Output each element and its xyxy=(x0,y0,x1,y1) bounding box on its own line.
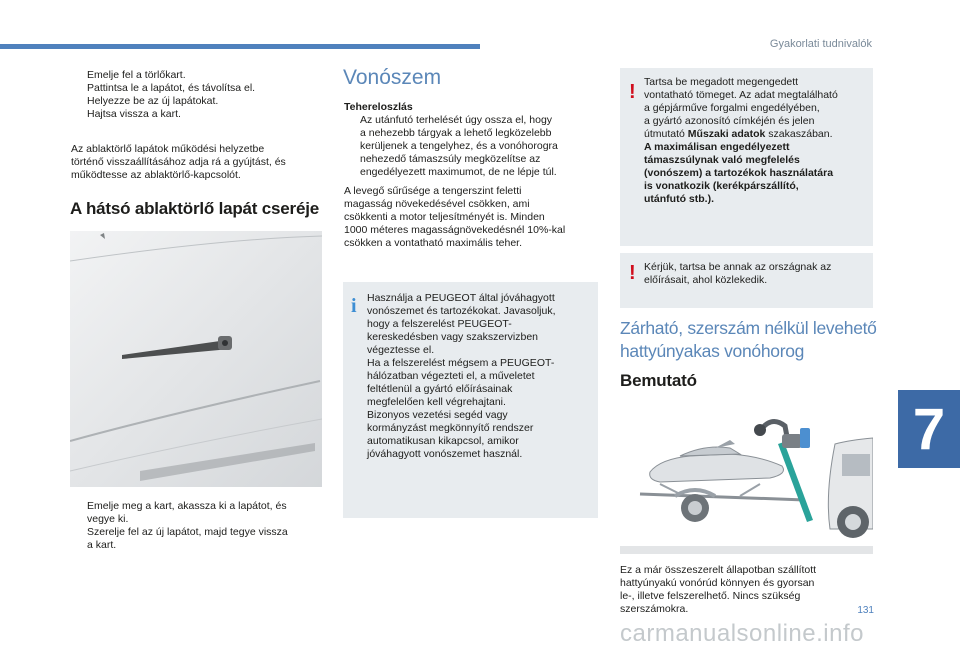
info-icon: i xyxy=(351,295,357,317)
altitude-paragraph: A levegő sűrűsége a tengerszint feletti magasság növekedésével csökken, ami csökkenti a motor teljesítményét is. Minden 1000 méteres magasságnövekedésnél 10%-kal csökken a vontatható maximális teher. xyxy=(344,185,566,249)
list-item: Szerelje fel az új lapátot, majd tegye vissza a kart. xyxy=(71,526,331,552)
rear-wiper-photo xyxy=(70,231,322,487)
bullet-icon xyxy=(71,108,82,121)
swan-neck-paragraph: Ez a már összeszerelt állapotban szállított hattyúnyakú vonórúd könnyen és gyorsan le-, illetve felszerelhető. Nincs szükség szerszámokra. xyxy=(620,564,817,615)
page-number: 131 xyxy=(857,605,874,616)
warning-box-country xyxy=(620,253,873,308)
bullet-icon xyxy=(71,526,82,552)
info-text: Használja a PEUGEOT által jóváhagyott vonószemet és tartozékokat. Javasoljuk, hogy a felszerelést PEUGEOT- kereskedésben vagy szakszervizben végeztesse el. Ha a felszerelést mégsem a PEUGEOT- hálózatban végezteti el, a műveletet feltétlenül a gyártó előírásainak megfelelően kell végrehajtani. Bizonyos vezetési segéd vagy kormányzást megkönnyítő rendszer automatikusan kikapcsol, amikor jóváhagyott vonószemet használ. xyxy=(367,292,556,460)
list-item: Emelje fel a törlőkart. xyxy=(71,69,331,82)
warning-text-weight: Tartsa be megadott megengedett vontatható tömeget. Az adat megtalálható a gépjárműve forgalmi engedélyében, a gyártó azonosító címkéjén és jelen útmutató Műszaki adatok szakaszában. A maximálisan engedélyezett támaszsúlynak való megfelelés (vonószem) a tartozékok használatára is vonatkozik (kerékpárszállító, utánfutó stb.). xyxy=(644,76,838,205)
bullet-icon xyxy=(71,95,82,108)
swan-neck-title: Zárható, szerszám nélkül levehető hattyúnyakas vonóhorog xyxy=(620,318,877,361)
load-distribution-bullet: Az utánfutó terhelését úgy ossza el, hogy a nehezebb tárgyak a lehető legközelebb kerüljenek a tengelyhez, és a vonóhorogra nehezedő támaszsúly megközelítse az engedélyezett maximumot, de ne lépje túl. xyxy=(344,114,604,179)
steps-bottom xyxy=(71,500,331,552)
bullet-icon xyxy=(71,69,82,82)
list-item: Pattintsa le a lapátot, és távolítsa el. xyxy=(71,82,331,95)
warning-icon: ! xyxy=(629,81,636,103)
watermark: carmanualsonline.info xyxy=(620,620,864,647)
info-box xyxy=(343,282,598,518)
list-item: Helyezze be az új lapátokat. xyxy=(71,95,331,108)
warning-text-country: Kérjük, tartsa be annak az országnak az előírásait, ahol közlekedik. xyxy=(644,261,832,286)
list-item: Hajtsa vissza a kart. xyxy=(71,108,331,121)
presentation-subheading: Bemutató xyxy=(620,371,697,390)
rear-wiper-illustration xyxy=(70,231,322,487)
warning-icon: ! xyxy=(629,262,636,284)
section-title: Gyakorlati tudnivalók xyxy=(769,38,872,50)
towbar-illustration xyxy=(620,404,873,554)
steps-top xyxy=(71,69,331,121)
list-item: Emelje meg a kart, akassza ki a lapátot, és vegye ki. xyxy=(71,500,331,526)
towbar-title: Vonószem xyxy=(343,66,442,89)
wiper-reset-paragraph: Az ablaktörlő lapátok működési helyzetbe történő visszaállításához adja rá a gyújtást, és működtesse az ablaktörlő-kapcsolót. xyxy=(71,143,286,181)
jetski-trailer-illustration xyxy=(620,404,873,554)
header-accent-bar xyxy=(0,44,480,49)
bullet-icon xyxy=(71,500,82,526)
load-distribution-subheading: Tehereloszlás xyxy=(344,101,413,113)
bullet-icon xyxy=(71,82,82,95)
bullet-icon xyxy=(344,114,355,127)
rear-wiper-heading: A hátsó ablaktörlő lapát cseréje xyxy=(70,199,320,218)
warning-box-weight xyxy=(620,68,873,246)
chapter-tab: 7 xyxy=(898,390,960,468)
